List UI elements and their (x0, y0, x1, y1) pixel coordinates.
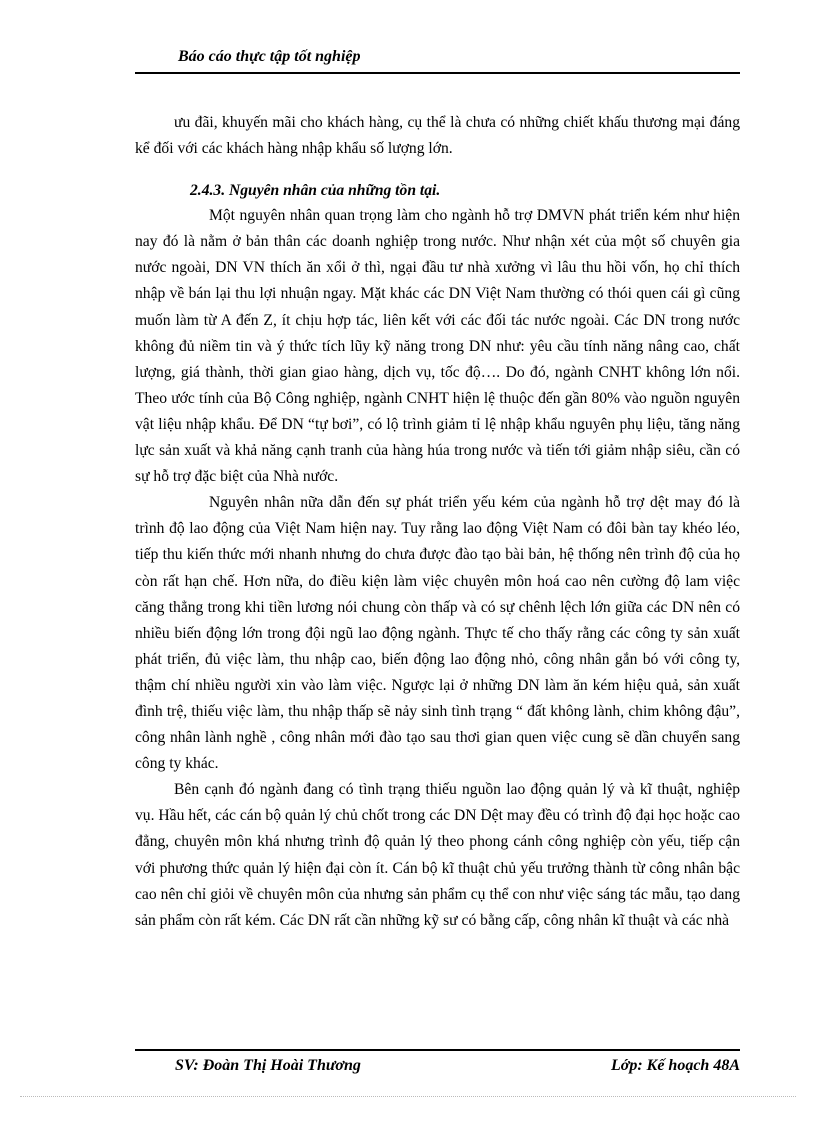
paragraph-4: Bên cạnh đó ngành đang có tình trạng thiếu nguồn lao động quản lý và kĩ thuật, nghiệp vụ. Hầu hết, các cán bộ quản lý chủ chốt trong các DN Dệt may đều có trình độ đại học hoặc cao đẳng, chuyên môn khá nhưng trình độ quản lý theo phong cánh công nghiệp còn yếu, tiếp cận với phương thức quản lý hiện đại còn ít. Cán bộ kĩ thuật chủ yếu trưởng thành từ công nhân bậc cao nên chỉ giỏi về chuyên môn của nhưng sản phẩm cụ thể con như việc sáng tác mẫu, tạo dang sản phẩm còn rất kém. Các DN rất cần những kỹ sư có bằng cấp, công nhân kĩ thuật và các nhà (135, 781, 740, 929)
header-title: Báo cáo thực tập tốt nghiệp (178, 48, 361, 65)
page-header (135, 48, 740, 74)
document-body (135, 110, 740, 934)
page-edge-divider (20, 1096, 796, 1097)
paragraph-1: ưu đãi, khuyến mãi cho khách hàng, cụ thể là chưa có những chiết khấu thương mại đáng kể đối với các khách hàng nhập khẩu số lượng lớn. (135, 114, 740, 158)
section-heading: 2.4.3. Nguyên nhân của những tồn tại. (190, 182, 441, 200)
paragraph-3: Nguyên nhân nữa dẫn đến sự phát triển yếu kém của ngành hỗ trợ dệt may đó là trình độ lao động của Việt Nam hiện nay. Tuy rằng lao động Việt Nam có đôi bàn tay khéo léo, tiếp thu kiến thức mới nhanh nhưng do chưa được đào tạo bài bản, hệ thống nên trình độ của họ còn rất hạn chế. Hơn nữa, do điều kiện làm việc chuyên môn hoá cao nên cường độ lam việc căng thẳng trong khi tiền lương nói chung còn thấp và có sự chênh lệch lớn giữa các DN nên có nhiều biến động lớn trong đội ngũ lao động ngành. Thực tế cho thấy rằng các công ty sản xuất phát triển, đủ việc làm, thu nhập cao, biến động lao động nhỏ, công nhân gắn bó với công ty, thậm chí nhiều người xin vào làm việc. Ngược lại ở những DN làm ăn kém hiệu quả, sản xuất đình trệ, thiếu việc làm, thu nhập thấp sẽ nảy sinh tình trạng “ đất không lành, chim không đậu”, công nhân lành nghề , công nhân mới đào tạo sau thơi gian quen việc cung sẽ dần chuyển sang công ty khác. (135, 494, 740, 773)
page-footer (135, 1049, 740, 1081)
footer-class: Lớp: Kế hoạch 48A (610, 1057, 740, 1074)
footer-student: SV: Đoàn Thị Hoài Thương (175, 1057, 361, 1074)
paragraph-2: Một nguyên nhân quan trọng làm cho ngành hỗ trợ DMVN phát triển kém như hiện nay đó là nằm ở bản thân các doanh nghiệp trong nước. Như nhận xét của một số chuyên gia nước ngoài, DN VN thích ăn xổi ở thì, ngại đầu tư nhà xưởng vì lâu thu hồi vốn, họ chỉ thích nhập về bán lại thu lợi nhuận ngay. Mặt khác các DN Việt Nam thường có thói quen cái gì cũng muốn làm từ A đến Z, ít chịu hợp tác, liên kết với các đối tác nước ngoài. Các DN trong nước không đủ niềm tin và ý thức tích lũy kỹ năng trong DN như: yêu cầu tính năng nâng cao, chất lượng, giá thành, thời gian giao hàng, dịch vụ, tốc độ…. Do đó, ngành CNHT không lớn nổi. Theo ước tính của Bộ Công nghiệp, ngành CNHT hiện lệ thuộc đến gần 80% vào nguồn nguyên vật liệu nhập khẩu. Để DN “tự bơi”, có lộ trình giảm tỉ lệ nhập khẩu nguyên phụ liệu, tăng năng lực sản xuất và khả năng cạnh tranh của hàng húa trong nước và tiến tới giảm nhập siêu, cần có sự hỗ trợ đặc biệt của Nhà nước. (135, 207, 740, 486)
